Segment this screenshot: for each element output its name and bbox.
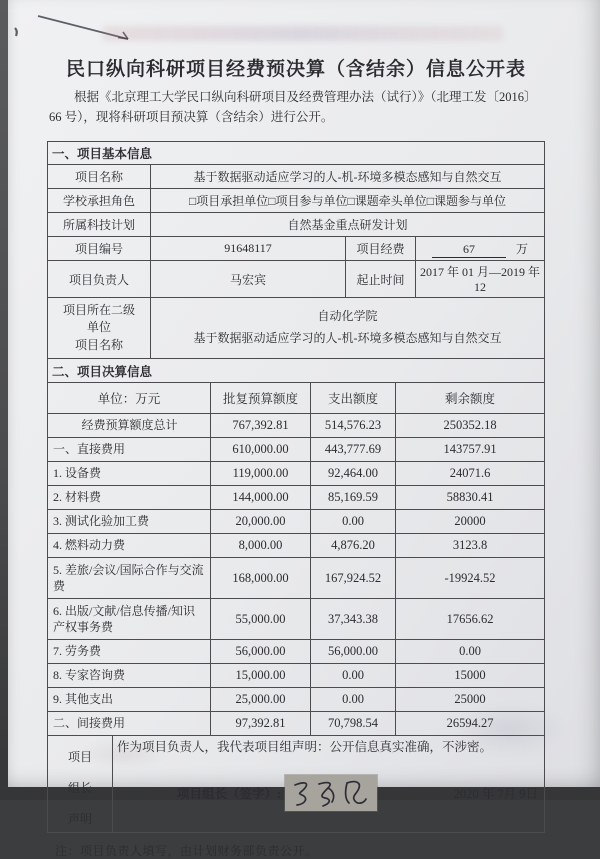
col-header-budget: 批复预算额度 bbox=[211, 383, 311, 414]
budget-row-consulting: 8. 专家咨询费 15,000.00 0.00 15000 bbox=[48, 664, 545, 688]
school-role-checkbox-options: □项目承担单位□项目参与单位□课题牵头单位□课题参与单位 bbox=[151, 189, 545, 213]
budget-row-equipment: 1. 设备费 119,000.00 92,464.00 24071.6 bbox=[48, 462, 545, 486]
budget-row-materials: 2. 材料费 144,000.00 85,169.59 58830.41 bbox=[48, 486, 545, 510]
budget-row-testing: 3. 测试化验加工费 20,000.00 0.00 20000 bbox=[48, 510, 545, 534]
unit-row-value bbox=[151, 298, 545, 359]
section-budget-title: 二、项目决算信息 bbox=[48, 359, 545, 383]
budget-row-travel: 5. 差旅/会议/国际合作与交流费 168,000.00 167,924.52 -19924.52 bbox=[48, 558, 545, 599]
declaration-date: 2020 年 7月 9日 bbox=[453, 786, 538, 801]
budget-row-fuel: 4. 燃料动力费 8,000.00 4,876.20 3123.8 bbox=[48, 534, 545, 558]
section-basic-info-title: 一、项目基本信息 bbox=[48, 142, 545, 165]
budget-table bbox=[47, 358, 545, 736]
budget-unit-label: 单位：万元 bbox=[48, 383, 211, 414]
budget-row-total: 经费预算额度总计 767,392.81 514,576.23 250352.18 bbox=[48, 414, 545, 438]
col-header-spent: 支出额度 bbox=[311, 383, 396, 414]
duration-value: 2017 年 01 月—2019 年 12 bbox=[416, 261, 545, 298]
budget-row-publication: 6. 出版/文献/信息传播/知识产权事务费 55,000.00 37,343.38 17656.62 bbox=[48, 599, 545, 640]
leader-label: 项目负责人 bbox=[48, 261, 151, 298]
funding-label: 项目经费 bbox=[346, 237, 416, 261]
program-value: 自然基金重点研发计划 bbox=[151, 213, 545, 237]
page-title: 民口纵向科研项目经费预决算（含结余）信息公开表 bbox=[65, 59, 526, 80]
project-name-value: 基于数据驱动适应学习的人-机-环境多模态感知与自然交互 bbox=[151, 165, 545, 189]
col-header-remaining: 剩余额度 bbox=[396, 383, 545, 414]
funding-value bbox=[416, 237, 545, 261]
budget-row-indirect: 二、间接费用 97,392.81 70,798.54 26594.27 bbox=[48, 712, 545, 736]
project-name-repeat: 基于数据驱动适应学习的人-机-环境多模态感知与自然交互 bbox=[193, 331, 502, 345]
bleedthrough-ink bbox=[450, 702, 570, 757]
unit-row-label: 项目所在二级 单位 项目名称 bbox=[48, 298, 151, 359]
project-name-label: 项目名称 bbox=[48, 165, 151, 189]
footnote: 注：项目负责人填写，由计划财务部负责公开。 bbox=[55, 844, 318, 859]
funding-amount: 67 bbox=[432, 242, 506, 258]
budget-row-labor: 7. 劳务费 56,000.00 56,000.00 0.00 bbox=[48, 640, 545, 664]
intro-paragraph: 根据《北京理工大学民口纵向科研项目及经费管理办法（试行）》（北理工发〔2016〕66 号），现将科研项目预决算（含结余）进行公开。 bbox=[49, 90, 537, 124]
bleedthrough-ink-2 bbox=[78, 739, 168, 769]
bleedthrough-text bbox=[103, 26, 503, 41]
declaration-statement: 作为项目负责人，我代表项目组声明：公开信息真实准确，不涉密。 bbox=[117, 740, 493, 754]
project-no-label: 项目编号 bbox=[48, 237, 151, 261]
school-role-label: 学校承担角色 bbox=[48, 189, 151, 213]
college-name: 自动化学院 bbox=[317, 309, 378, 324]
leader-value: 马宏宾 bbox=[151, 261, 346, 298]
budget-row-other: 9. 其他支出 25,000.00 0.00 25000 bbox=[48, 688, 545, 712]
project-no-value: 91648117 bbox=[151, 237, 346, 261]
document-page bbox=[8, 0, 600, 859]
declaration-label: 项目 组长 声明 bbox=[48, 736, 113, 833]
program-label: 所属科技计划 bbox=[48, 213, 151, 237]
funding-unit: 万 bbox=[515, 241, 528, 256]
budget-row-direct: 一、直接费用 610,000.00 443,777.69 143757.91 bbox=[48, 438, 545, 462]
duration-label: 起止时间 bbox=[346, 261, 416, 298]
signature-label: 项目组长（签字）: bbox=[177, 786, 282, 801]
basic-info-table bbox=[47, 141, 545, 359]
signature bbox=[285, 775, 377, 811]
